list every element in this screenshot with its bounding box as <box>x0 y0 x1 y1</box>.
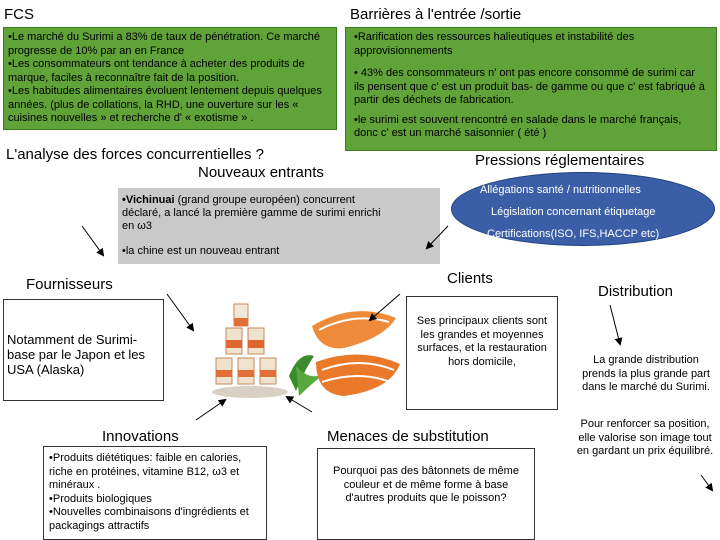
arrow <box>610 305 620 344</box>
fcs-title: FCS <box>4 6 34 23</box>
analyse-question: L'analyse des forces concurrentielles ? <box>6 146 265 163</box>
barrieres-bullet: •le surimi est souvent rencontré en salade dans le marché français, donc c' est un marché saisonnier ( été ) <box>354 113 682 139</box>
arrow <box>82 226 103 255</box>
clients-title: Clients <box>447 270 493 287</box>
arrow <box>701 475 712 490</box>
innovations-bullet: •Produits biologiques <box>49 492 152 505</box>
innovations-title: Innovations <box>102 428 179 445</box>
distribution-title: Distribution <box>598 283 674 300</box>
pressions-item: Allégations santé / nutritionnelles <box>480 184 641 196</box>
entrants-rest: (grand groupe européen) concurrent déclaré, a lancé la première gamme de surimi enrichi en ω3 <box>122 194 381 232</box>
pressions-item: Législation concernant étiquetage <box>491 206 656 218</box>
fcs-bullet: •Le marché du Surimi a 83% de taux de pénétration. Ce marché progresse de 10% par an en France <box>8 31 321 57</box>
menaces-title: Menaces de substitution <box>327 428 489 445</box>
clients-text: Ses principaux clients sont les grandes et moyennes surfaces, et la restauration hors domicile, <box>416 315 548 368</box>
nouveaux-entrants-title: Nouveaux entrants <box>198 164 324 181</box>
fcs-bullet: •Les consommateurs ont tendance à acheter des produits de marque, faciles à reconnaître fait de la position. <box>8 58 305 84</box>
distribution-text-2: Pour renforcer sa position, elle valorise son image tout en gardant un prix équilibré. <box>576 418 714 457</box>
arrow <box>427 226 448 248</box>
menaces-text: Pourquoi pas des bâtonnets de même couleur et de même forme à base d'autres produits que le poisson? <box>333 465 519 504</box>
fcs-bullet: •Les habitudes alimentaires évoluent lentement depuis quelques années. (plus de collations, la RHD, une ouverture sur les « cuisines nouvelles » et recherche d' « exotisme » . <box>8 85 322 124</box>
arrow <box>196 400 225 420</box>
arrow <box>167 294 193 330</box>
pressions-item: Certifications(ISO, IFS,HACCP etc) <box>487 228 660 240</box>
pressions-title: Pressions réglementaires <box>475 152 645 169</box>
innovations-bullet: •Nouvelles combinaisons d'ingrédients et packagings attractifs <box>49 506 249 532</box>
barrieres-bullet: •Rarification des ressources halieutiques et instabilité des approvisionnements <box>354 31 635 57</box>
arrow <box>370 294 400 320</box>
barrieres-title: Barrières à l'entrée /sortie <box>350 6 522 23</box>
entrants-text-2: •la chine est un nouveau entrant <box>122 245 280 257</box>
entrants-highlight: •Vichinuai <box>122 194 175 206</box>
innovations-bullet: •Produits diététiques: faible en calories, riche en protéines, vitamine B12, ω3 et minéraux . <box>49 452 242 491</box>
fournisseurs-title: Fournisseurs <box>26 276 113 293</box>
arrow <box>287 397 312 412</box>
barrieres-bullet: • 43% des consommateurs n' ont pas encore consommé de surimi car ils pensent que c' est un produit bas- de gamme ou que c' est fabriqué à partir des déchets de fabrication. <box>354 67 705 106</box>
distribution-text-1: La grande distribution prends la plus grande part dans le marché du Surimi. <box>582 354 710 393</box>
fournisseurs-text: Notamment de Surimi-base par le Japon et les USA (Alaska) <box>7 332 146 377</box>
